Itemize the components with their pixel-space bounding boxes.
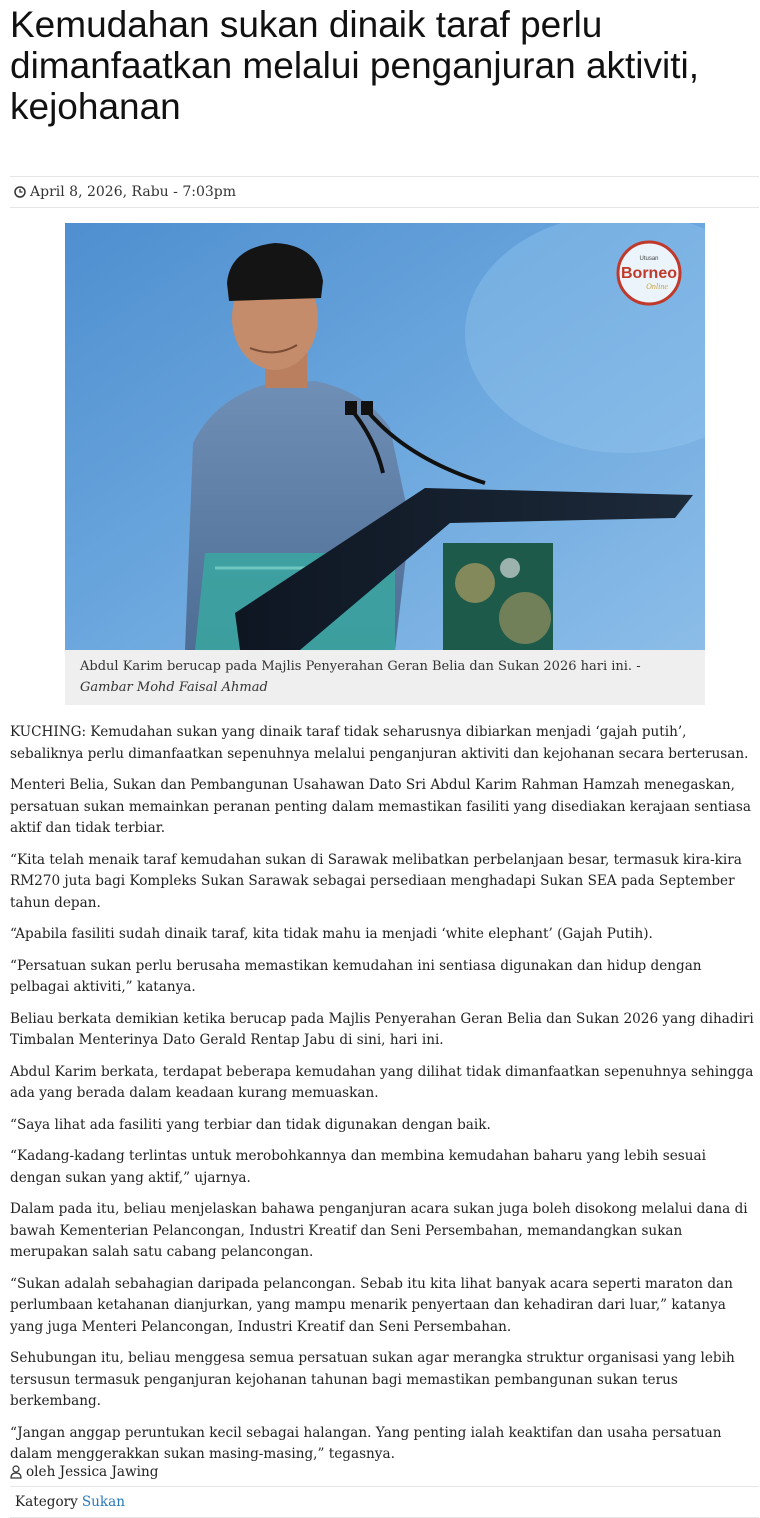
- article-meta: [10, 176, 759, 208]
- svg-text:Utusan: Utusan: [639, 256, 659, 262]
- clock-icon: [14, 186, 26, 198]
- article-author: [10, 1464, 158, 1480]
- article-photo: [65, 223, 705, 650]
- caption-text: Abdul Karim berucap pada Majlis Penyerahan Geran Belia dan Sukan 2026 hari ini. -: [80, 659, 641, 674]
- publish-date: April 8, 2026, Rabu - 7:03pm: [30, 184, 237, 200]
- paragraph: Dalam pada itu, beliau menjelaskan bahawa penganjuran acara sukan juga boleh disokong melalui dana di bawah Kementerian Pelancongan, Industri Kreatif dan Seni Persembahan, memandangkan sukan merupakan salah satu cabang pelancongan.: [10, 1201, 748, 1260]
- svg-text:Borneo: Borneo: [621, 265, 677, 282]
- paragraph: “Apabila fasiliti sudah dinaik taraf, kita tidak mahu ia menjadi ‘white elephant’ (Gajah Putih).: [10, 926, 653, 942]
- user-icon: [10, 1465, 22, 1479]
- paragraph: “Persatuan sukan perlu berusaha memastikan kemudahan ini sentiasa digunakan dan hidup dengan pelbagai aktiviti,” katanya.: [10, 957, 702, 995]
- paragraph: KUCHING: Kemudahan sukan yang dinaik taraf tidak seharusnya dibiarkan menjadi ‘gajah putih’, sebaliknya perlu dimanfaatkan sepenuhnya melalui penganjuran aktiviti dan kejohanan secara berterusan.: [10, 724, 749, 762]
- article-figure: [65, 223, 705, 705]
- paragraph: Abdul Karim berkata, terdapat beberapa kemudahan yang dilihat tidak dimanfaatkan sepenuhnya sehingga ada yang berada dalam keadaan kurang memuaskan.: [10, 1063, 754, 1101]
- paragraph: Sehubungan itu, beliau menggesa semua persatuan sukan agar merangka struktur organisasi yang lebih tersusun termasuk penganjuran kejohanan tahunan bagi memastikan pembangunan sukan terus berkembang.: [10, 1350, 735, 1409]
- paragraph: “Kadang-kadang terlintas untuk merobohkannya dan membina kemudahan baharu yang lebih sesuai dengan sukan yang aktif,” ujarnya.: [10, 1148, 706, 1186]
- svg-text:Online: Online: [646, 282, 668, 291]
- category-label: Kategory: [15, 1494, 78, 1510]
- photo-caption: [65, 650, 705, 705]
- article-body: [10, 722, 760, 1476]
- paragraph: “Jangan anggap peruntukan kecil sebagai halangan. Yang penting ialah keaktifan dan usaha persatuan dalam menggerakkan sukan masing-masing,” tegasnya.: [10, 1424, 722, 1462]
- paragraph: “Saya lihat ada fasiliti yang terbiar dan tidak digunakan dengan baik.: [10, 1116, 491, 1133]
- article-title: Kemudahan sukan dinaik taraf perlu dimanfaatkan melalui penganjuran aktiviti, kejohanan: [10, 4, 700, 127]
- utusan-borneo-logo: [618, 242, 680, 304]
- paragraph: Menteri Belia, Sukan dan Pembangunan Usahawan Dato Sri Abdul Karim Rahman Hamzah menegaskan, persatuan sukan memainkan peranan penting dalam memastikan fasiliti yang disediakan kerajaan sentiasa aktif dan tidak terbiar.: [10, 777, 751, 836]
- author-name: oleh Jessica Jawing: [26, 1464, 159, 1480]
- paragraph: “Kita telah menaik taraf kemudahan sukan di Sarawak melibatkan perbelanjaan besar, termasuk kira-kira RM270 juta bagi Kompleks Sukan Sarawak sebagai persediaan menghadapi Sukan SEA pada September tahun depan.: [10, 851, 742, 911]
- category-link-sukan[interactable]: Sukan: [81, 1494, 126, 1510]
- article-category: [10, 1486, 759, 1518]
- paragraph: “Sukan adalah sebahagian daripada pelancongan. Sebab itu kita lihat banyak acara seperti maraton dan perlumbaan ketahanan dianjurkan, yang mampu menarik penyertaan dan kehadiran dari luar,” katanya yang juga Menteri Pelancongan, Industri Kreatif dan Seni Persembahan.: [10, 1275, 733, 1335]
- photo-credit: Gambar Mohd Faisal Ahmad: [80, 680, 268, 695]
- paragraph: Beliau berkata demikian ketika berucap pada Majlis Penyerahan Geran Belia dan Sukan 2026 yang dihadiri Timbalan Menterinya Dato Gerald Rentap Jabu di sini, hari ini.: [10, 1010, 754, 1048]
